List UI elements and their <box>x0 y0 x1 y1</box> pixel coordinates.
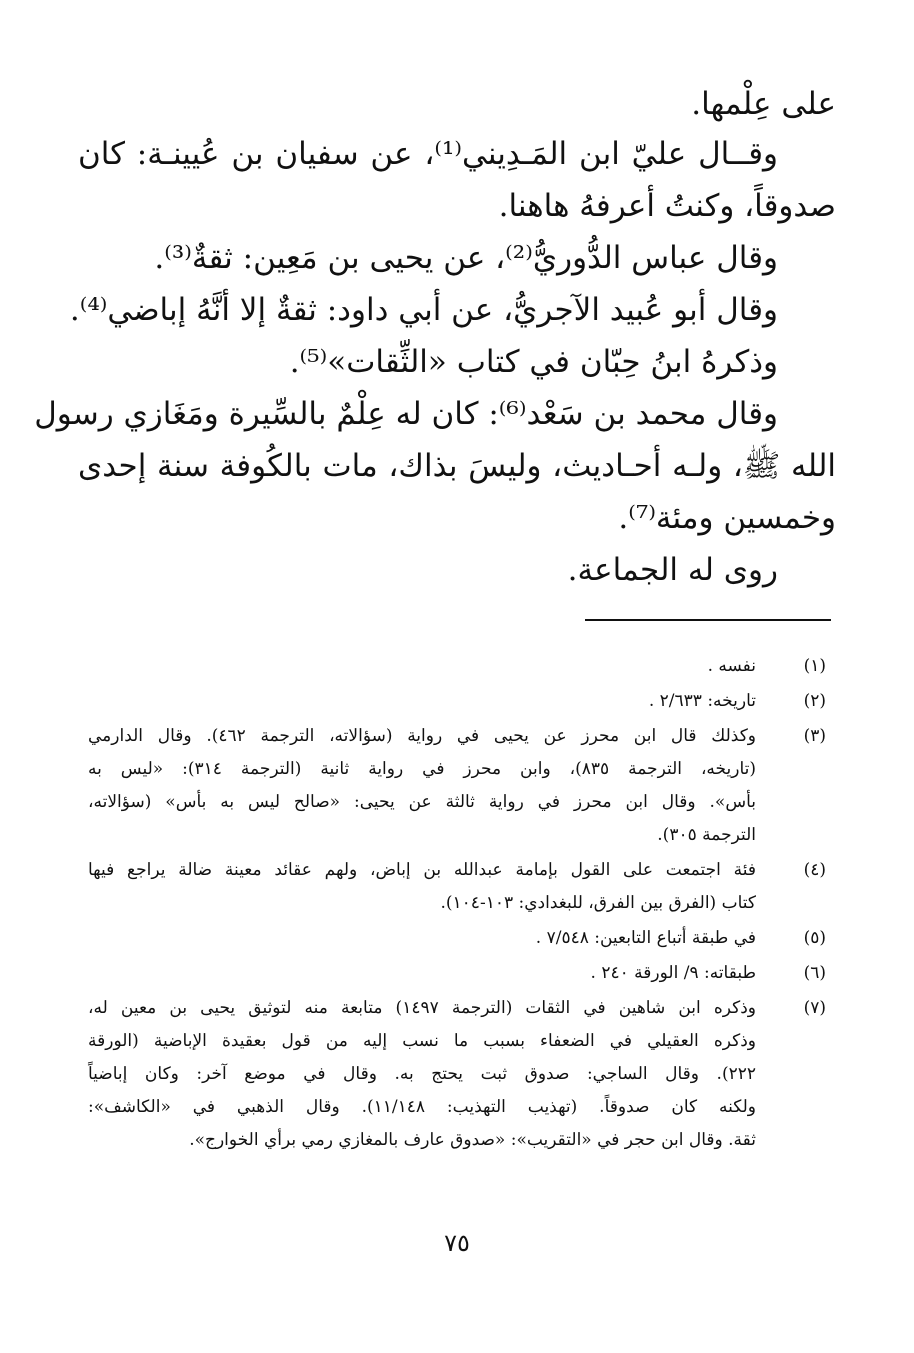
footnote-item <box>88 957 826 990</box>
footnote-item <box>88 854 826 920</box>
footnote-line: طبقاته: ٩/ الورقة ٢٤٠ . <box>590 963 756 983</box>
main-text-line: وذكرهُ ابنُ حِبّان في كتاب «الثِّقات»⁽⁵⁾. <box>289 344 778 380</box>
main-text-line: وقــال عليّ ابن المَـدِيني⁽¹⁾، عن سفيان بن عُيينـة: كان <box>78 136 778 172</box>
main-text-line: روى له الجماعة. <box>567 552 778 588</box>
footnote-line: ٢٢٢). وقال الساجي: صدوق ثبت يحتج به. وقال في موضع آخر: وكان إباضياً <box>88 1064 756 1084</box>
footnote-line: فئة اجتمعت على القول بإمامة عبدالله بن إباض، ولهم عقائد معينة ضالة يراجع فيها <box>88 860 756 880</box>
footnote-line: تاريخه: ٢/٦٣٣ . <box>648 691 756 711</box>
footnote-line: وكذلك قال ابن محرز عن يحيى في رواية (سؤالاته، الترجمة ٤٦٢). وقال الدارمي <box>88 726 757 746</box>
footnote-number: (٣) <box>803 726 826 746</box>
main-text-line: وقال عباس الدُّوريُّ⁽²⁾، عن يحيى بن مَعِين: ثقةٌ⁽³⁾. <box>154 240 778 276</box>
main-text-line: على عِلْمها. <box>691 86 836 122</box>
page-number: ٧٥ <box>444 1229 470 1257</box>
footnote-number: (١) <box>803 656 826 676</box>
footnote-item <box>88 650 826 683</box>
footnote-item <box>88 922 826 955</box>
footnote-item <box>88 992 826 1157</box>
footnote-separator-rule <box>585 619 831 621</box>
footnote-line: الترجمة ٣٠٥). <box>657 825 756 845</box>
main-text-line: وخمسين ومئة⁽⁷⁾. <box>618 500 836 536</box>
main-text-block <box>34 78 836 596</box>
footnote-line: في طبقة أتباع التابعين: ٧/٥٤٨ . <box>535 928 756 948</box>
footnote-line: كتاب (الفرق بين الفرق، للبغدادي: ١٠٣-١٠٤). <box>440 893 756 913</box>
main-text-line: وقال أبو عُبيد الآجريُّ، عن أبي داود: ثقةٌ إلا أنَّهُ إباضي⁽⁴⁾. <box>69 292 778 328</box>
footnote-number: (٢) <box>803 691 826 711</box>
footnote-item <box>88 720 826 852</box>
footnote-line: نفسه . <box>707 656 756 676</box>
footnote-line: (تاريخه، الترجمة ٨٣٥)، وابن محرز في رواية ثانية (الترجمة ٣١٤): «ليس به <box>88 759 757 779</box>
main-text-line: الله ﷺ، ولـه أحـاديث، وليسَ بذاك، مات بالكُوفة سنة إحدى <box>78 448 836 484</box>
main-text-line: صدوقاً، وكنتُ أعرفهُ هاهنا. <box>498 188 836 224</box>
footnote-line: بأس». وقال ابن محرز في رواية ثالثة عن يحيى: «صالح ليس به بأس» (سؤالاته، <box>88 792 756 812</box>
footnote-line: وذكره العقيلي في الضعفاء بسبب ما نسب إليه من قول بعقيدة الإباضية (الورقة <box>88 1031 756 1051</box>
footnote-line: ولكنه كان صدوقاً. (تهذيب التهذيب: ١١/١٤٨). وقال الذهبي في «الكاشف»: <box>88 1097 756 1117</box>
footnote-number: (٦) <box>803 963 826 983</box>
footnote-number: (٤) <box>803 860 826 880</box>
footnote-line: وذكره ابن شاهين في الثقات (الترجمة ١٤٩٧) متابعة منه لتوثيق يحيى بن معين له، <box>88 998 756 1018</box>
footnote-number: (٧) <box>803 998 826 1018</box>
footnote-item <box>88 685 826 718</box>
footnote-line: ثقة. وقال ابن حجر في «التقريب»: «صدوق عارف بالمغازي رمي برأي الخوارج». <box>189 1130 756 1150</box>
footnotes-block <box>88 650 826 1157</box>
main-text-line: وقال محمد بن سَعْد⁽⁶⁾: كان له عِلْمٌ بالسِّيرة ومَغَازي رسول <box>34 396 778 432</box>
footnote-number: (٥) <box>803 928 826 948</box>
